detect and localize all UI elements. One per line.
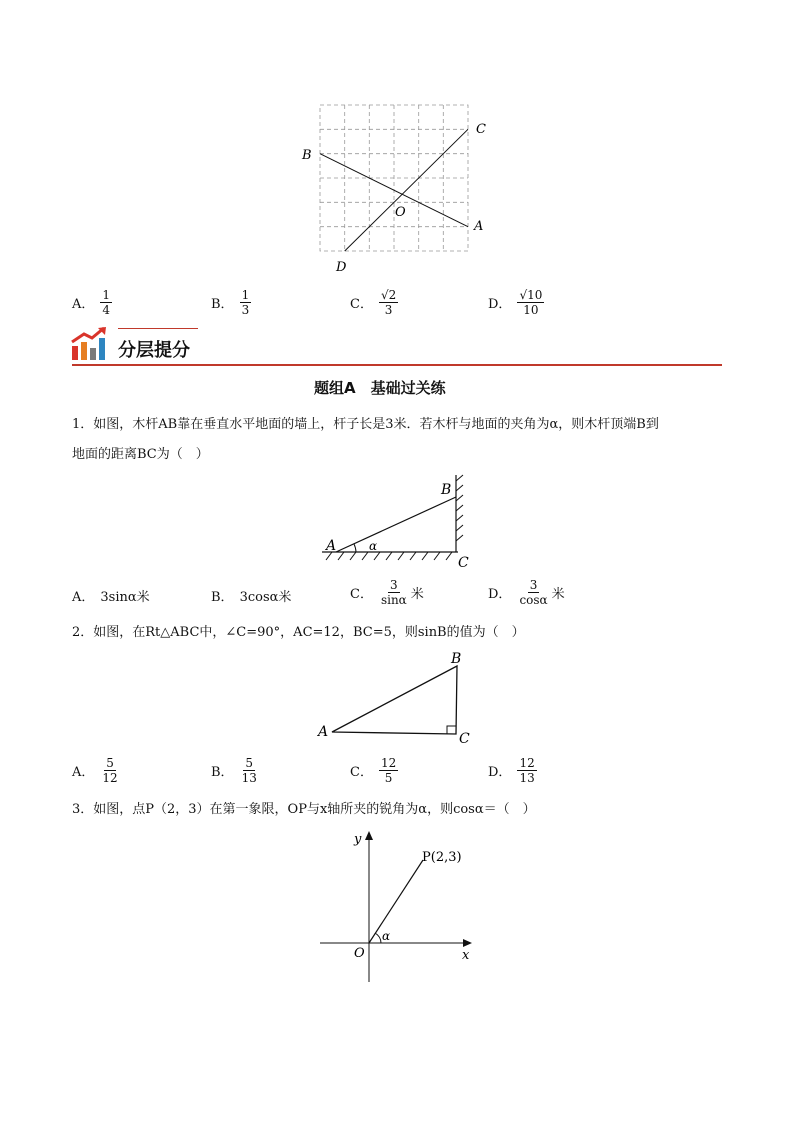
grid-figure [290, 95, 500, 280]
label-b: B [451, 651, 462, 667]
q2-option-c: C． $\frac{12}{5}$ [350, 756, 397, 785]
fraction: $\frac{5}{13}$ [241, 756, 257, 785]
label-alpha: α [382, 929, 391, 943]
section-title: 分层提分 [118, 340, 190, 361]
fraction: $\frac{√2}{3}$ [380, 288, 397, 317]
section-top-rule [118, 328, 198, 329]
q0-option-a: A． $\frac{1}{4}$ [72, 288, 111, 317]
q2-option-b: B． $\frac{5}{13}$ [211, 756, 257, 785]
q2-option-a: A． $\frac{5}{12}$ [72, 756, 118, 785]
label-y: y [354, 832, 362, 847]
q0-option-c: C． $\frac{√2}{3}$ [350, 288, 397, 317]
coordinate-figure [318, 826, 478, 986]
ladder-figure [320, 473, 480, 573]
q1-option-c: C． $\frac{3}{\sin\alpha}$ 米 [350, 578, 424, 607]
label-a: A [318, 724, 329, 740]
q1-text-line1: 1．如图，木杆AB靠在垂直水平地面的墙上，杆子长是3米．若木杆与地面的夹角为α，则木杆顶端B到 [72, 417, 659, 432]
label-x: x [462, 948, 470, 963]
q1-option-b: B． 3cosα米 [211, 590, 292, 605]
fraction: $\frac{12}{5}$ [380, 756, 397, 785]
q2-option-d: D． $\frac{12}{13}$ [488, 756, 535, 785]
line-cd [345, 129, 468, 251]
q0-option-b: B． $\frac{1}{3}$ [211, 288, 250, 317]
label-c: C [476, 122, 486, 137]
fraction: $\frac{√10}{10}$ [519, 288, 543, 317]
section-divider [72, 364, 722, 366]
label-alpha: α [369, 539, 378, 553]
q1-text-line2: 地面的距离BC为（ ） [72, 447, 209, 462]
label-b: B [302, 148, 312, 163]
fraction: $\frac{5}{12}$ [102, 756, 118, 785]
fraction: $\frac{12}{13}$ [519, 756, 535, 785]
ladder-ab [336, 497, 456, 552]
segment-op [369, 860, 423, 943]
fraction: $\frac{3}{\cos\alpha}$ [519, 578, 548, 607]
triangle-figure [314, 648, 479, 748]
bar-chart-icon [70, 326, 110, 362]
label-c: C [458, 555, 469, 571]
label-p: P(2,3) [422, 850, 462, 865]
label-d: D [336, 260, 347, 275]
label-a: A [326, 538, 337, 554]
label-a: A [474, 219, 484, 234]
q1-option-d: D． $\frac{3}{\cos\alpha}$ 米 [488, 578, 565, 607]
label-b: B [441, 482, 452, 498]
label-c: C [459, 731, 470, 747]
fraction: $\frac{3}{\sin\alpha}$ [380, 578, 407, 607]
group-title: 题组A 基础过关练 [314, 379, 446, 397]
q0-option-d: D． $\frac{√10}{10}$ [488, 288, 543, 317]
q2-text-line1: 2．如图，在Rt△ABC中，∠C=90°，AC=12，BC=5，则sinB的值为（ ） [72, 625, 525, 640]
label-o: O [395, 205, 406, 220]
label-o: O [354, 946, 365, 961]
q1-option-a: A． 3sinα米 [72, 590, 150, 605]
q3-text-line1: 3．如图，点P（2，3）在第一象限，OP与x轴所夹的锐角为α，则cosα＝（ ） [72, 802, 536, 817]
fraction: $\frac{1}{3}$ [241, 288, 250, 317]
fraction: $\frac{1}{4}$ [102, 288, 111, 317]
